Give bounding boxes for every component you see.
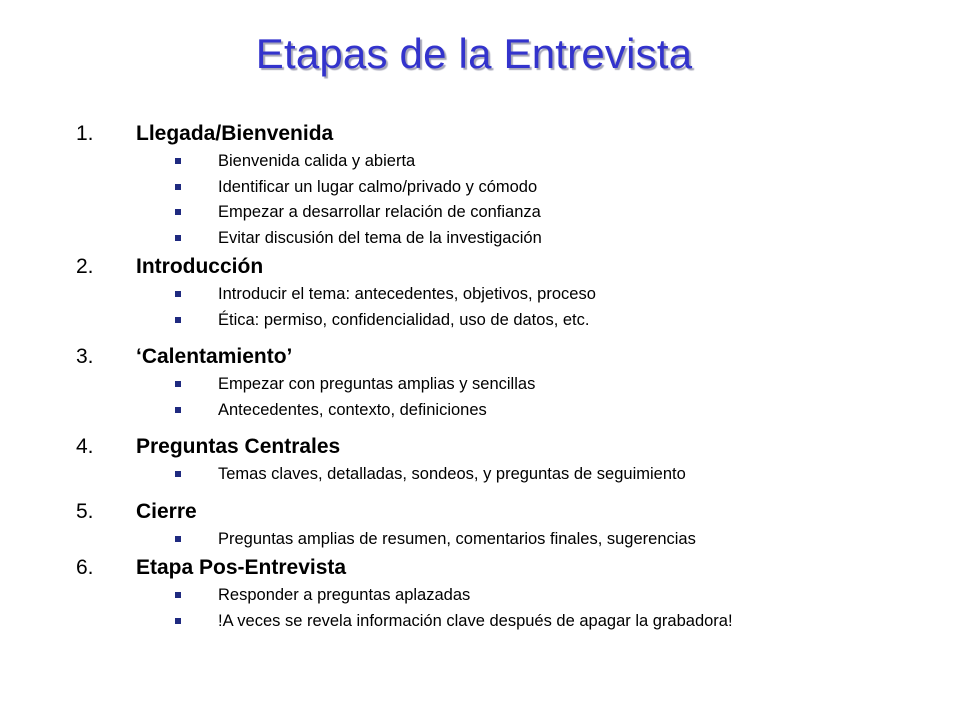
- list-item: [76, 398, 936, 424]
- section-3: [76, 341, 936, 423]
- square-bullet-icon: [175, 235, 181, 241]
- section-number: 5.: [76, 499, 94, 523]
- square-bullet-icon: [175, 592, 181, 598]
- bullet-text: Empezar con preguntas amplias y sencillas: [218, 375, 536, 393]
- bullet-list: [76, 149, 936, 251]
- section-5: [76, 496, 936, 553]
- square-bullet-icon: [175, 291, 181, 297]
- section-number: 6.: [76, 556, 94, 579]
- bullet-text: Empezar a desarrollar relación de confianza: [218, 203, 541, 221]
- section-heading: [76, 496, 936, 527]
- list-item: [76, 149, 936, 175]
- square-bullet-icon: [175, 618, 181, 624]
- section-title: Preguntas Centrales: [136, 435, 341, 458]
- section-title: Introducción: [136, 255, 264, 278]
- section-1: [76, 118, 936, 251]
- square-bullet-icon: [175, 209, 181, 215]
- spacer: [76, 333, 936, 341]
- list-item: [76, 583, 936, 609]
- bullet-text: Evitar discusión del tema de la investigación: [218, 228, 542, 247]
- list-item: [76, 372, 936, 398]
- list-item: [76, 175, 936, 201]
- square-bullet-icon: [175, 381, 181, 387]
- slide-title: Etapas de la Entrevista: [255, 30, 693, 77]
- section-title: Llegada/Bienvenida: [136, 122, 334, 145]
- square-bullet-icon: [175, 471, 181, 477]
- section-number: 1.: [76, 122, 94, 145]
- spacer: [76, 488, 936, 496]
- list-item: [76, 462, 936, 488]
- bullet-text: !A veces se revela información clave después de apagar la grabadora!: [218, 611, 733, 630]
- bullet-text: Ética: permiso, confidencialidad, uso de datos, etc.: [218, 310, 590, 329]
- stages-list: [76, 118, 936, 634]
- section-number: 4.: [76, 435, 94, 458]
- section-number: 2.: [76, 255, 94, 278]
- bullet-text: Temas claves, detalladas, sondeos, y preguntas de seguimiento: [218, 465, 686, 483]
- section-title: ‘Calentamiento’: [136, 345, 293, 368]
- bullet-text: Identificar un lugar calmo/privado y cómodo: [218, 177, 538, 196]
- bullet-text: Preguntas amplias de resumen, comentarios finales, sugerencias: [218, 529, 696, 548]
- list-item: [76, 609, 936, 635]
- list-item: [76, 308, 936, 334]
- section-heading: [76, 431, 936, 462]
- bullet-list: [76, 583, 936, 634]
- list-item: [76, 282, 936, 308]
- list-item: [76, 200, 936, 226]
- spacer: [76, 423, 936, 431]
- bullet-list: [76, 372, 936, 423]
- section-2: [76, 251, 936, 333]
- bullet-text: Antecedentes, contexto, definiciones: [218, 400, 487, 419]
- section-number: 3.: [76, 345, 94, 368]
- section-title: Etapa Pos-Entrevista: [136, 556, 347, 579]
- list-item: [76, 527, 936, 553]
- section-heading: [76, 118, 936, 149]
- bullet-text: Responder a preguntas aplazadas: [218, 586, 471, 604]
- bullet-list: [76, 527, 936, 553]
- square-bullet-icon: [175, 317, 181, 323]
- square-bullet-icon: [175, 184, 181, 190]
- bullet-text: Introducir el tema: antecedentes, objetivos, proceso: [218, 285, 596, 303]
- bullet-text: Bienvenida calida y abierta: [218, 152, 416, 170]
- section-title: Cierre: [136, 499, 197, 523]
- section-heading: [76, 341, 936, 372]
- section-4: [76, 431, 936, 488]
- bullet-list: [76, 282, 936, 333]
- section-heading: [76, 251, 936, 282]
- section-6: [76, 552, 936, 634]
- list-item: [76, 226, 936, 252]
- section-heading: [76, 552, 936, 583]
- square-bullet-icon: [175, 158, 181, 164]
- square-bullet-icon: [175, 407, 181, 413]
- square-bullet-icon: [175, 536, 181, 542]
- bullet-list: [76, 462, 936, 488]
